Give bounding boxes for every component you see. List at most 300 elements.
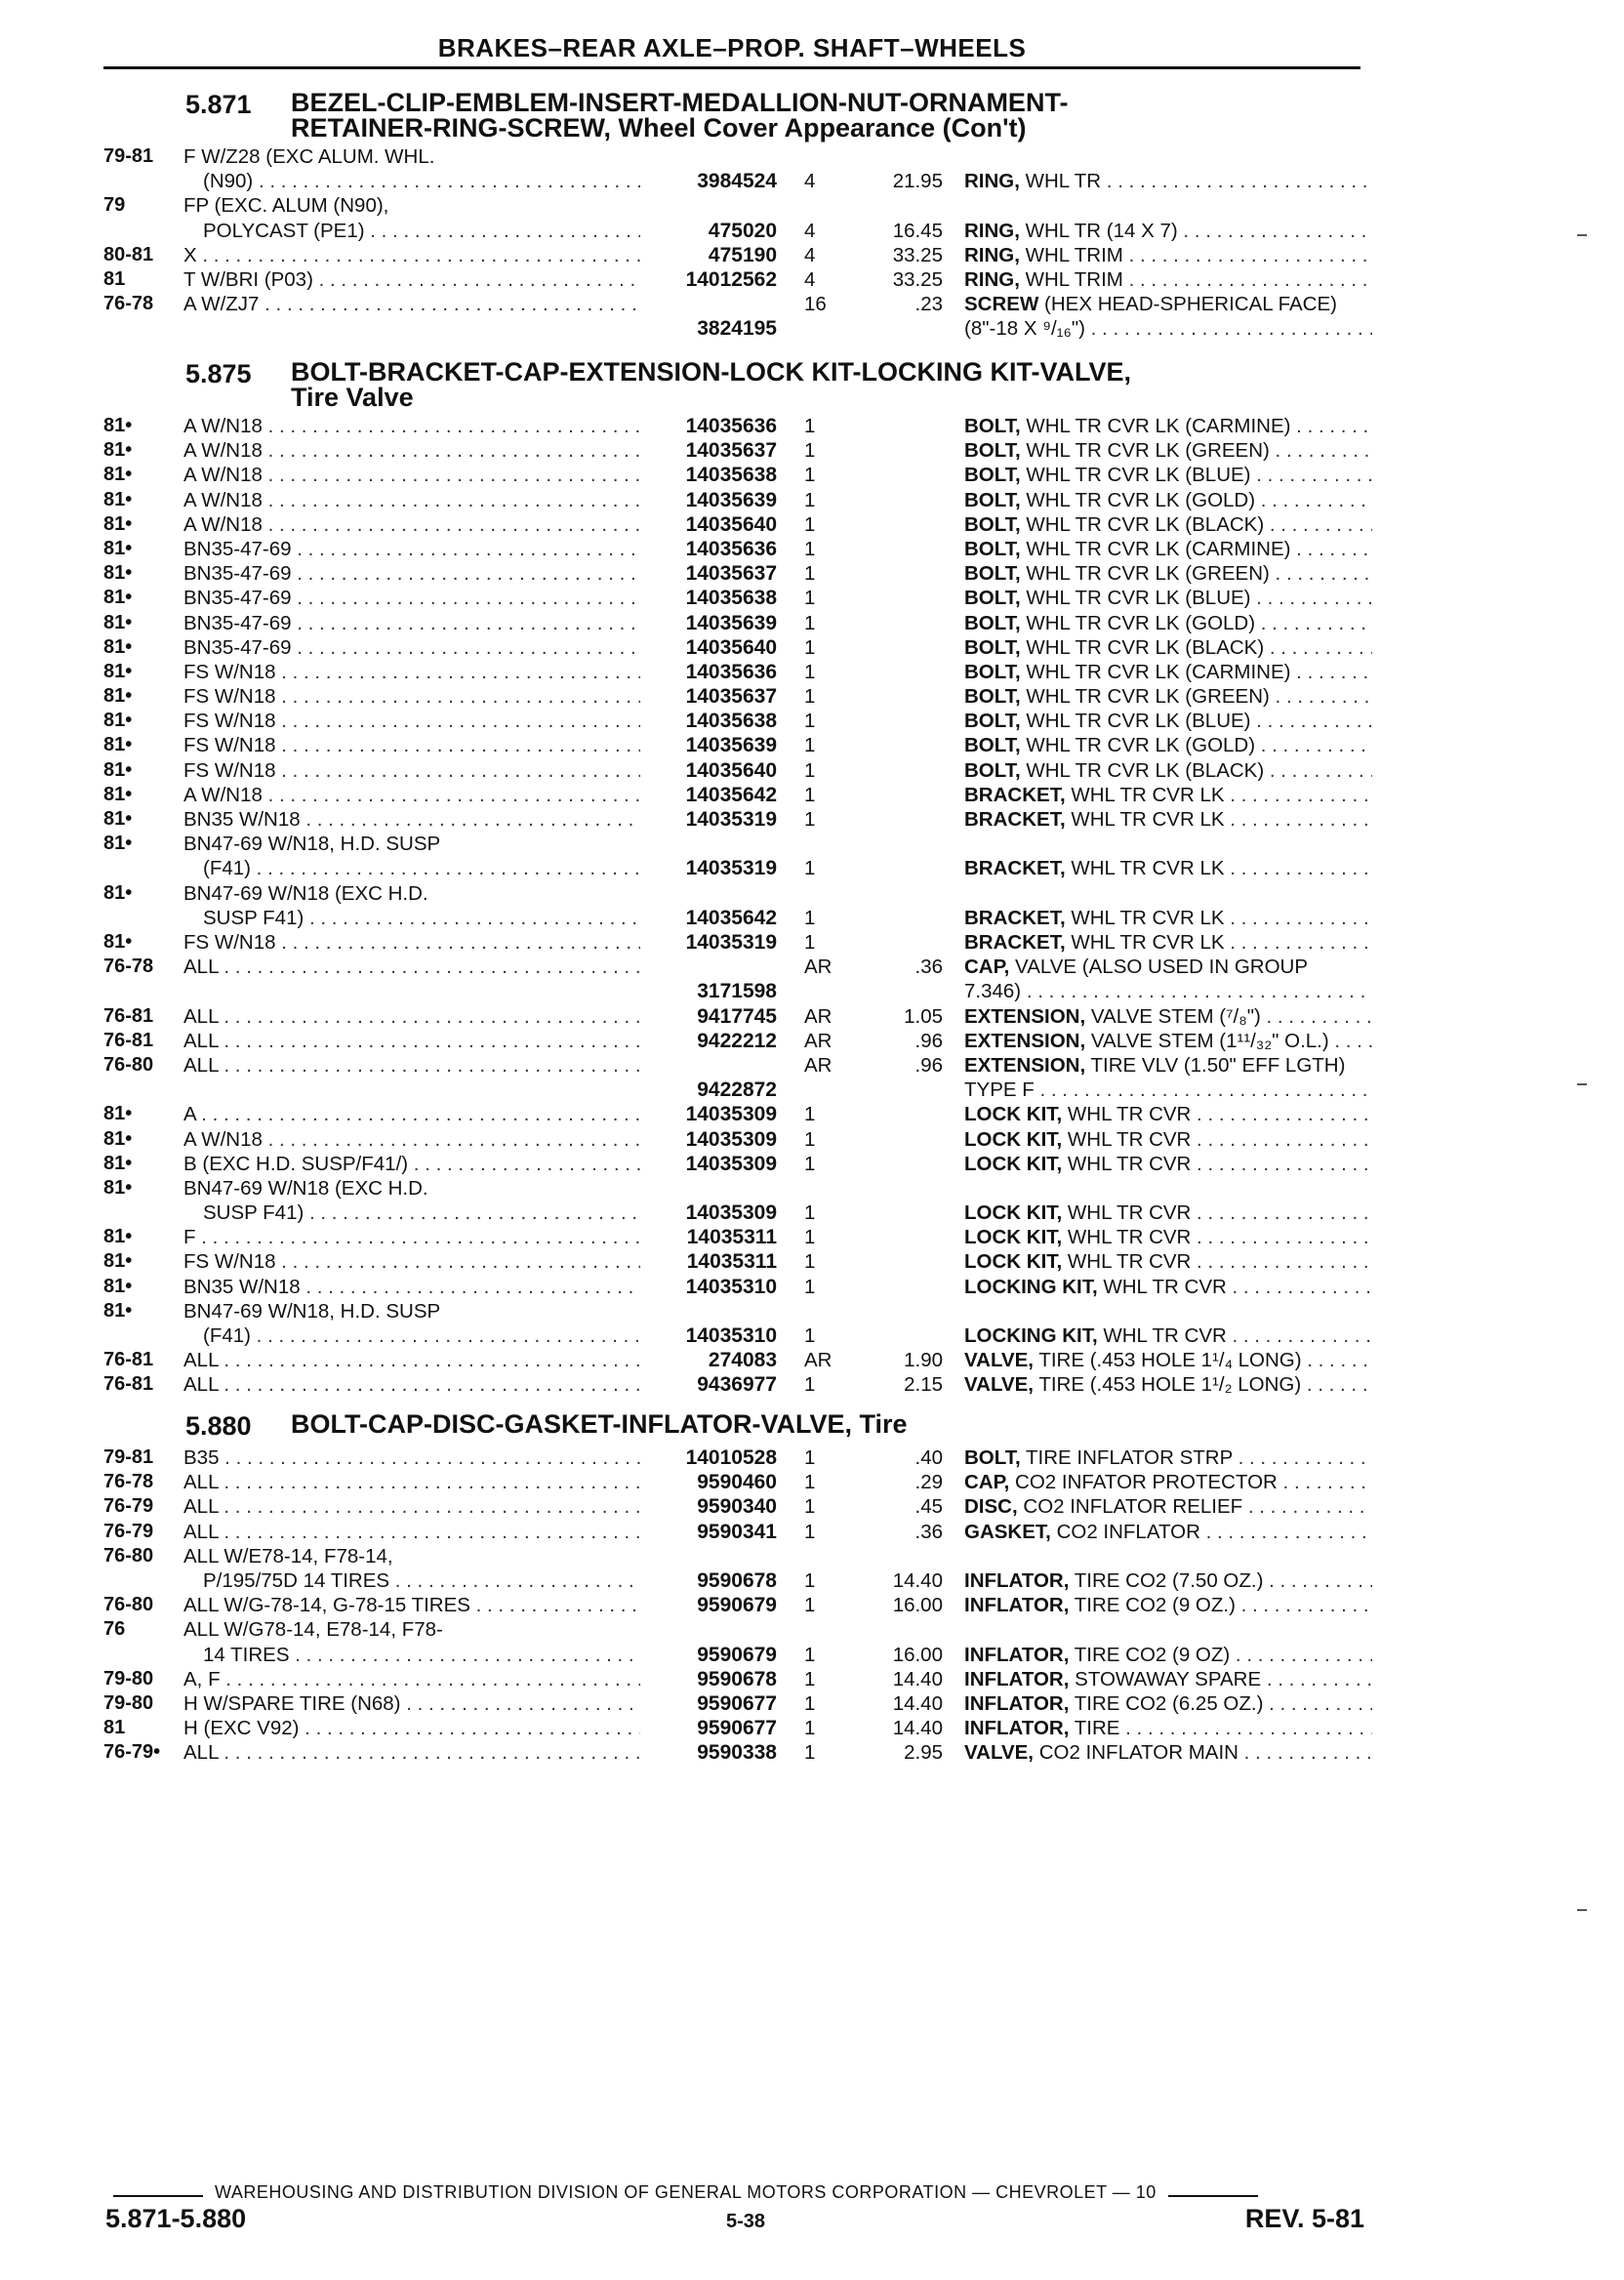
price <box>859 1053 943 1102</box>
part-name <box>943 1494 1372 1519</box>
price <box>859 660 943 684</box>
part-name-keyword: EXTENSION, <box>964 1029 1086 1052</box>
part-number <box>640 463 777 487</box>
application-description <box>183 267 640 292</box>
parts-row <box>103 1740 1372 1765</box>
part-name-keyword: INFLATOR, <box>964 1643 1070 1666</box>
part-name <box>943 635 1372 660</box>
parts-row <box>103 635 1372 660</box>
model-year: 81• <box>103 635 133 658</box>
page-title: BRAKES–REAR AXLE–PROP. SHAFT–WHEELS <box>437 33 1027 62</box>
price <box>859 832 943 880</box>
quantity-value: 1 <box>804 1324 816 1348</box>
parts-row <box>103 243 1372 267</box>
section-title-line-2: RETAINER-RING-SCREW, Wheel Cover Appearance (Con't) <box>291 113 1027 142</box>
application-description <box>183 758 640 783</box>
quantity <box>777 684 859 709</box>
part-name-continuation: (8"-18 X ⁹/₁₆") <box>964 317 1085 341</box>
application-line-1: ALL . . . <box>183 1470 640 1494</box>
quantity <box>777 193 859 242</box>
part-number-value: 9590678 <box>697 1667 777 1690</box>
part-name-line-1 <box>964 1716 1372 1740</box>
quantity <box>777 586 859 610</box>
model-year: 81• <box>103 1275 133 1297</box>
part-name-detail: WHL TR CVR <box>1067 1127 1192 1151</box>
part-number <box>640 561 777 586</box>
part-name-detail: WHL TR CVR LK (GOLD) <box>1026 488 1256 511</box>
part-number-value: 9417745 <box>697 1004 777 1028</box>
part-name-line-1 <box>964 463 1372 487</box>
application-line-2: (N90) . . . <box>183 169 640 193</box>
part-name-keyword: LOCK KIT, <box>964 1201 1063 1225</box>
quantity-value: 1 <box>804 758 816 782</box>
application-description <box>183 512 640 537</box>
quantity <box>777 733 859 757</box>
application-line-1: BN47-69 W/N18, H.D. SUSP <box>183 1299 441 1323</box>
price-value: 1.90 <box>904 1349 943 1372</box>
part-name-line-2 <box>964 979 1372 1003</box>
part-name <box>943 1249 1372 1274</box>
model-year: 76-80 <box>103 1544 154 1567</box>
quantity <box>777 758 859 783</box>
part-name-keyword: BOLT, <box>964 660 1021 683</box>
part-name <box>943 561 1372 586</box>
price <box>859 1691 943 1716</box>
quantity <box>777 1348 859 1372</box>
section-title-line-2: Tire Valve <box>291 383 414 412</box>
quantity <box>777 783 859 807</box>
part-name-detail: (HEX HEAD-SPHERICAL FACE) <box>1044 293 1337 316</box>
footer-section-range: 5.871-5.880 <box>105 2204 247 2233</box>
section-title <box>264 90 1372 141</box>
quantity-value: 1 <box>804 1643 816 1666</box>
quantity <box>777 512 859 537</box>
part-number-value: 9422872 <box>697 1079 777 1102</box>
application-line-1: BN35 W/N18 . . . <box>183 807 640 832</box>
part-name-keyword: LOCKING KIT, <box>964 1324 1098 1348</box>
application-description <box>183 1299 640 1348</box>
part-number <box>640 1470 777 1494</box>
price <box>859 463 943 487</box>
part-number-value: 14035637 <box>685 562 777 586</box>
part-number <box>640 1225 777 1249</box>
parts-row <box>103 488 1372 512</box>
price-value: .36 <box>914 1520 943 1543</box>
part-number <box>640 1127 777 1152</box>
model-year: 80-81 <box>103 243 154 265</box>
part-name-detail: WHL TR CVR <box>1067 1250 1192 1274</box>
application-description <box>183 709 640 733</box>
application-line-1: FP (EXC. ALUM (N90), <box>183 194 389 218</box>
part-number-value: 14035642 <box>685 783 777 806</box>
application-line-2: SUSP F41) . . . <box>183 906 640 930</box>
application-description <box>183 807 640 832</box>
model-year: 76-81 <box>103 1029 154 1051</box>
application-line-1: FS W/N18 . . . <box>183 758 640 783</box>
part-name-detail: WHL TR CVR LK <box>1071 808 1225 831</box>
application-description <box>183 955 640 1003</box>
part-name-detail: WHL TR CVR LK (BLUE) <box>1026 710 1251 733</box>
application-description <box>183 1225 640 1249</box>
part-name-detail: CO2 INFLATOR RELIEF <box>1023 1495 1243 1519</box>
part-number <box>640 807 777 832</box>
part-number-value: 14035642 <box>685 906 777 929</box>
model-year: 76-78 <box>103 1471 154 1493</box>
quantity-value: 1 <box>804 439 816 463</box>
part-name-line-1 <box>964 537 1372 561</box>
part-name-keyword: BOLT, <box>964 537 1021 560</box>
part-name-line-1 <box>964 1102 1372 1126</box>
application-line-1: H (EXC V92) . . . <box>183 1716 640 1740</box>
quantity <box>777 561 859 586</box>
part-name <box>943 438 1372 463</box>
part-number <box>640 709 777 733</box>
price <box>859 930 943 955</box>
part-number-value: 9590460 <box>697 1471 777 1494</box>
quantity-value: 1 <box>804 710 816 733</box>
part-number-value: 9436977 <box>697 1373 777 1397</box>
quantity <box>777 438 859 463</box>
model-year: 81• <box>103 1152 133 1174</box>
quantity-value: 1 <box>804 415 816 437</box>
application-line-1: A W/N18 . . . <box>183 783 640 807</box>
application-description <box>183 1275 640 1299</box>
part-number-value: 14035638 <box>685 710 777 733</box>
quantity-value: 1 <box>804 1275 816 1298</box>
part-name-detail: TIRE <box>1074 1717 1120 1740</box>
application-description <box>183 1127 640 1152</box>
part-name-line-1 <box>964 1470 1372 1494</box>
price-value: 2.15 <box>904 1373 943 1397</box>
application-description <box>183 1520 640 1544</box>
application-description <box>183 1740 640 1765</box>
part-name-keyword: DISC, <box>964 1495 1018 1519</box>
part-name-detail: WHL TR CVR LK <box>1071 930 1225 954</box>
quantity-value: 1 <box>804 464 816 487</box>
quantity <box>777 1740 859 1765</box>
quantity-value: 1 <box>804 1717 816 1740</box>
parts-row <box>103 586 1372 610</box>
price-value: .36 <box>914 956 943 979</box>
application-line-1: A W/N18 . . . <box>183 438 640 463</box>
part-name-keyword: BOLT, <box>964 611 1021 634</box>
quantity-value: 1 <box>804 512 816 536</box>
part-name <box>943 1740 1372 1765</box>
part-name-keyword: RING, <box>964 219 1020 242</box>
part-name-keyword: RING, <box>964 243 1020 266</box>
quantity <box>777 414 859 438</box>
application-description <box>183 1593 640 1617</box>
part-name <box>943 1470 1372 1494</box>
section-header <box>103 1411 1372 1442</box>
part-name-keyword: BOLT, <box>964 439 1021 463</box>
quantity <box>777 1716 859 1740</box>
price <box>859 1494 943 1519</box>
part-number-value: 14035319 <box>685 857 777 880</box>
part-name-detail: TIRE (.453 HOLE 1¹/₄ LONG) <box>1038 1349 1302 1372</box>
part-number <box>640 1053 777 1102</box>
application-line-1: A . . . <box>183 1102 640 1126</box>
parts-row <box>103 1520 1372 1544</box>
model-year: 81• <box>103 611 133 633</box>
price-value: 33.25 <box>892 243 943 266</box>
application-description <box>183 1102 640 1126</box>
price <box>859 635 943 660</box>
quantity <box>777 243 859 267</box>
price <box>859 561 943 586</box>
part-name-line-1 <box>964 1643 1372 1667</box>
application-description <box>183 144 640 193</box>
price-value: 2.95 <box>904 1741 943 1765</box>
application-line-1: ALL W/G78-14, E78-14, F78- <box>183 1618 443 1642</box>
part-number-value: 14035639 <box>685 734 777 757</box>
price-value: 16.00 <box>892 1594 943 1617</box>
application-description <box>183 1494 640 1519</box>
parts-row <box>103 783 1372 807</box>
part-number-value: 14035309 <box>685 1127 777 1151</box>
part-number <box>640 1544 777 1593</box>
parts-row <box>103 1716 1372 1740</box>
price <box>859 1299 943 1348</box>
part-name-detail: WHL TRIM <box>1025 243 1123 266</box>
part-number <box>640 733 777 757</box>
parts-row <box>103 1299 1372 1348</box>
quantity <box>777 1053 859 1102</box>
price <box>859 1176 943 1225</box>
price <box>859 1470 943 1494</box>
quantity-value: 1 <box>804 587 816 610</box>
application-line-2: 14 TIRES . . . <box>183 1643 640 1667</box>
part-name <box>943 267 1372 292</box>
quantity-value: 1 <box>804 906 816 929</box>
quantity <box>777 1691 859 1716</box>
application-description <box>183 832 640 880</box>
model-year: 81• <box>103 488 133 510</box>
part-name <box>943 488 1372 512</box>
part-name-keyword: LOCKING KIT, <box>964 1275 1098 1298</box>
parts-row <box>103 1348 1372 1372</box>
part-name <box>943 1372 1372 1397</box>
part-name-line-1 <box>964 219 1372 243</box>
application-line-1: T W/BRI (P03) . . . <box>183 267 640 292</box>
section-title <box>264 359 1372 410</box>
part-name <box>943 193 1372 242</box>
section-number: 5.871 <box>185 90 252 119</box>
part-name-keyword: BOLT, <box>964 758 1021 782</box>
part-number <box>640 758 777 783</box>
application-line-1: ALL . . . <box>183 1053 640 1078</box>
application-description <box>183 930 640 955</box>
part-number-value: 9590677 <box>697 1691 777 1715</box>
application-line-1: BN47-69 W/N18 (EXC H.D. <box>183 1176 428 1200</box>
part-number-value: 9590678 <box>697 1568 777 1592</box>
price <box>859 611 943 635</box>
part-number-value: 9590338 <box>697 1741 777 1765</box>
part-number <box>640 635 777 660</box>
quantity-value: 1 <box>804 562 816 586</box>
part-number <box>640 1102 777 1126</box>
price-value: 14.40 <box>892 1667 943 1690</box>
part-name <box>943 292 1372 341</box>
part-name-detail: CO2 INFATOR PROTECTOR <box>1015 1471 1278 1494</box>
part-name-detail: WHL TR CVR <box>1103 1275 1227 1298</box>
part-number <box>640 1029 777 1053</box>
application-line-1: A, F . . . <box>183 1667 640 1691</box>
part-name-line-1 <box>964 512 1372 537</box>
parts-row <box>103 709 1372 733</box>
price-value: 14.40 <box>892 1691 943 1715</box>
part-number-value: 9590340 <box>697 1495 777 1519</box>
application-line-1: X . . . <box>183 243 640 267</box>
part-number <box>640 955 777 1003</box>
part-number-value: 14035638 <box>685 587 777 610</box>
quantity-value: 1 <box>804 1741 816 1765</box>
part-name <box>943 1617 1372 1666</box>
part-number <box>640 1593 777 1617</box>
part-name-detail: WHL TR CVR <box>1103 1324 1227 1348</box>
application-line-1: FS W/N18 . . . <box>183 684 640 709</box>
part-name-detail: WHL TR CVR LK (GREEN) <box>1026 439 1270 463</box>
part-name-line-1 <box>964 586 1372 610</box>
part-number <box>640 1152 777 1176</box>
application-description <box>183 438 640 463</box>
part-number <box>640 438 777 463</box>
part-name-line-1 <box>964 1225 1372 1249</box>
part-name <box>943 1445 1372 1470</box>
parts-row <box>103 1544 1372 1593</box>
part-name-line-1 <box>964 1740 1372 1765</box>
quantity <box>777 660 859 684</box>
application-description <box>183 1716 640 1740</box>
part-name-keyword: BOLT, <box>964 710 1021 733</box>
price <box>859 1004 943 1029</box>
application-line-1: BN35-47-69 . . . <box>183 611 640 635</box>
quantity <box>777 709 859 733</box>
model-year: 81• <box>103 439 133 462</box>
part-name-keyword: INFLATOR, <box>964 1594 1070 1617</box>
part-number-value: 14035311 <box>686 1250 777 1274</box>
parts-row <box>103 1275 1372 1299</box>
model-year: 81• <box>103 415 133 436</box>
part-number <box>640 1004 777 1029</box>
price <box>859 438 943 463</box>
price-value: .40 <box>914 1446 943 1469</box>
margin-tick <box>1577 1083 1587 1085</box>
part-name-line-1 <box>964 1593 1372 1617</box>
application-description <box>183 1176 640 1225</box>
part-number-value: 14035311 <box>686 1226 777 1249</box>
part-name-line-1 <box>964 267 1372 292</box>
parts-list <box>103 1445 1372 1765</box>
part-name <box>943 684 1372 709</box>
margin-tick <box>1577 234 1587 236</box>
application-description <box>183 1617 640 1666</box>
application-line-1: A W/N18 . . . <box>183 512 640 537</box>
part-number-value: 14035640 <box>685 758 777 782</box>
footer-revision: REV. 5-81 <box>1244 2204 1364 2233</box>
part-name-keyword: BOLT, <box>964 415 1021 437</box>
part-name-line-1 <box>964 1372 1372 1397</box>
part-number <box>640 1617 777 1666</box>
price <box>859 586 943 610</box>
part-name-keyword: SCREW <box>964 293 1039 316</box>
application-line-2: POLYCAST (PE1) . . . <box>183 219 640 243</box>
application-line-1: FS W/N18 . . . <box>183 930 640 955</box>
part-number <box>640 1691 777 1716</box>
part-name-line-1 <box>964 1053 1372 1078</box>
footer <box>105 2204 1364 2234</box>
price-value: 1.05 <box>904 1004 943 1028</box>
part-name-keyword: INFLATOR, <box>964 1717 1070 1740</box>
quantity-value: 1 <box>804 1446 816 1469</box>
quantity-value: 1 <box>804 611 816 634</box>
parts-row <box>103 1249 1372 1274</box>
quantity <box>777 1176 859 1225</box>
part-name-line-1 <box>964 292 1372 316</box>
part-name <box>943 1667 1372 1691</box>
quantity <box>777 1470 859 1494</box>
quantity <box>777 488 859 512</box>
part-name-keyword: BRACKET, <box>964 906 1066 929</box>
price <box>859 1127 943 1152</box>
quantity <box>777 611 859 635</box>
part-name-line-1 <box>964 1029 1372 1053</box>
part-name <box>943 144 1372 193</box>
part-name-detail: VALVE STEM (⁷/₈") <box>1090 1004 1261 1028</box>
quantity <box>777 1299 859 1348</box>
quantity-value: 1 <box>804 537 816 560</box>
quantity-value: 1 <box>804 488 816 511</box>
part-name-keyword: BOLT, <box>964 734 1021 757</box>
part-name-line-1 <box>964 561 1372 586</box>
model-year: 81• <box>103 1127 133 1150</box>
price <box>859 1593 943 1617</box>
application-line-1: B (EXC H.D. SUSP/F41/) . . . <box>183 1152 640 1176</box>
quantity <box>777 1004 859 1029</box>
part-name-detail: WHL TR CVR <box>1067 1201 1192 1225</box>
model-year: 81• <box>103 1250 133 1273</box>
part-number <box>640 660 777 684</box>
quantity-value: 1 <box>804 1373 816 1397</box>
quantity <box>777 930 859 955</box>
parts-row <box>103 1617 1372 1666</box>
parts-row <box>103 537 1372 561</box>
part-name <box>943 1348 1372 1372</box>
part-name <box>943 930 1372 955</box>
part-name-keyword: LOCK KIT, <box>964 1127 1063 1151</box>
part-name-detail: WHL TR CVR LK (CARMINE) <box>1026 415 1291 437</box>
part-name <box>943 537 1372 561</box>
parts-row <box>103 1593 1372 1617</box>
model-year: 79-80 <box>103 1691 154 1714</box>
application-line-2: (F41) . . . <box>183 856 640 880</box>
part-name-line-1 <box>964 1004 1372 1029</box>
part-name-keyword: BOLT, <box>964 562 1021 586</box>
parts-row <box>103 144 1372 193</box>
part-number-value: 14035639 <box>685 611 777 634</box>
model-year: 81• <box>103 783 133 805</box>
application-line-1: A W/N18 . . . <box>183 463 640 487</box>
part-name-line-1 <box>964 1568 1372 1593</box>
part-number <box>640 1520 777 1544</box>
price <box>859 1225 943 1249</box>
part-name-keyword: EXTENSION, <box>964 1004 1086 1028</box>
application-description <box>183 463 640 487</box>
quantity <box>777 1249 859 1274</box>
parts-row <box>103 1691 1372 1716</box>
part-name-line-2 <box>964 316 1372 341</box>
part-name-keyword: BRACKET, <box>964 783 1066 806</box>
